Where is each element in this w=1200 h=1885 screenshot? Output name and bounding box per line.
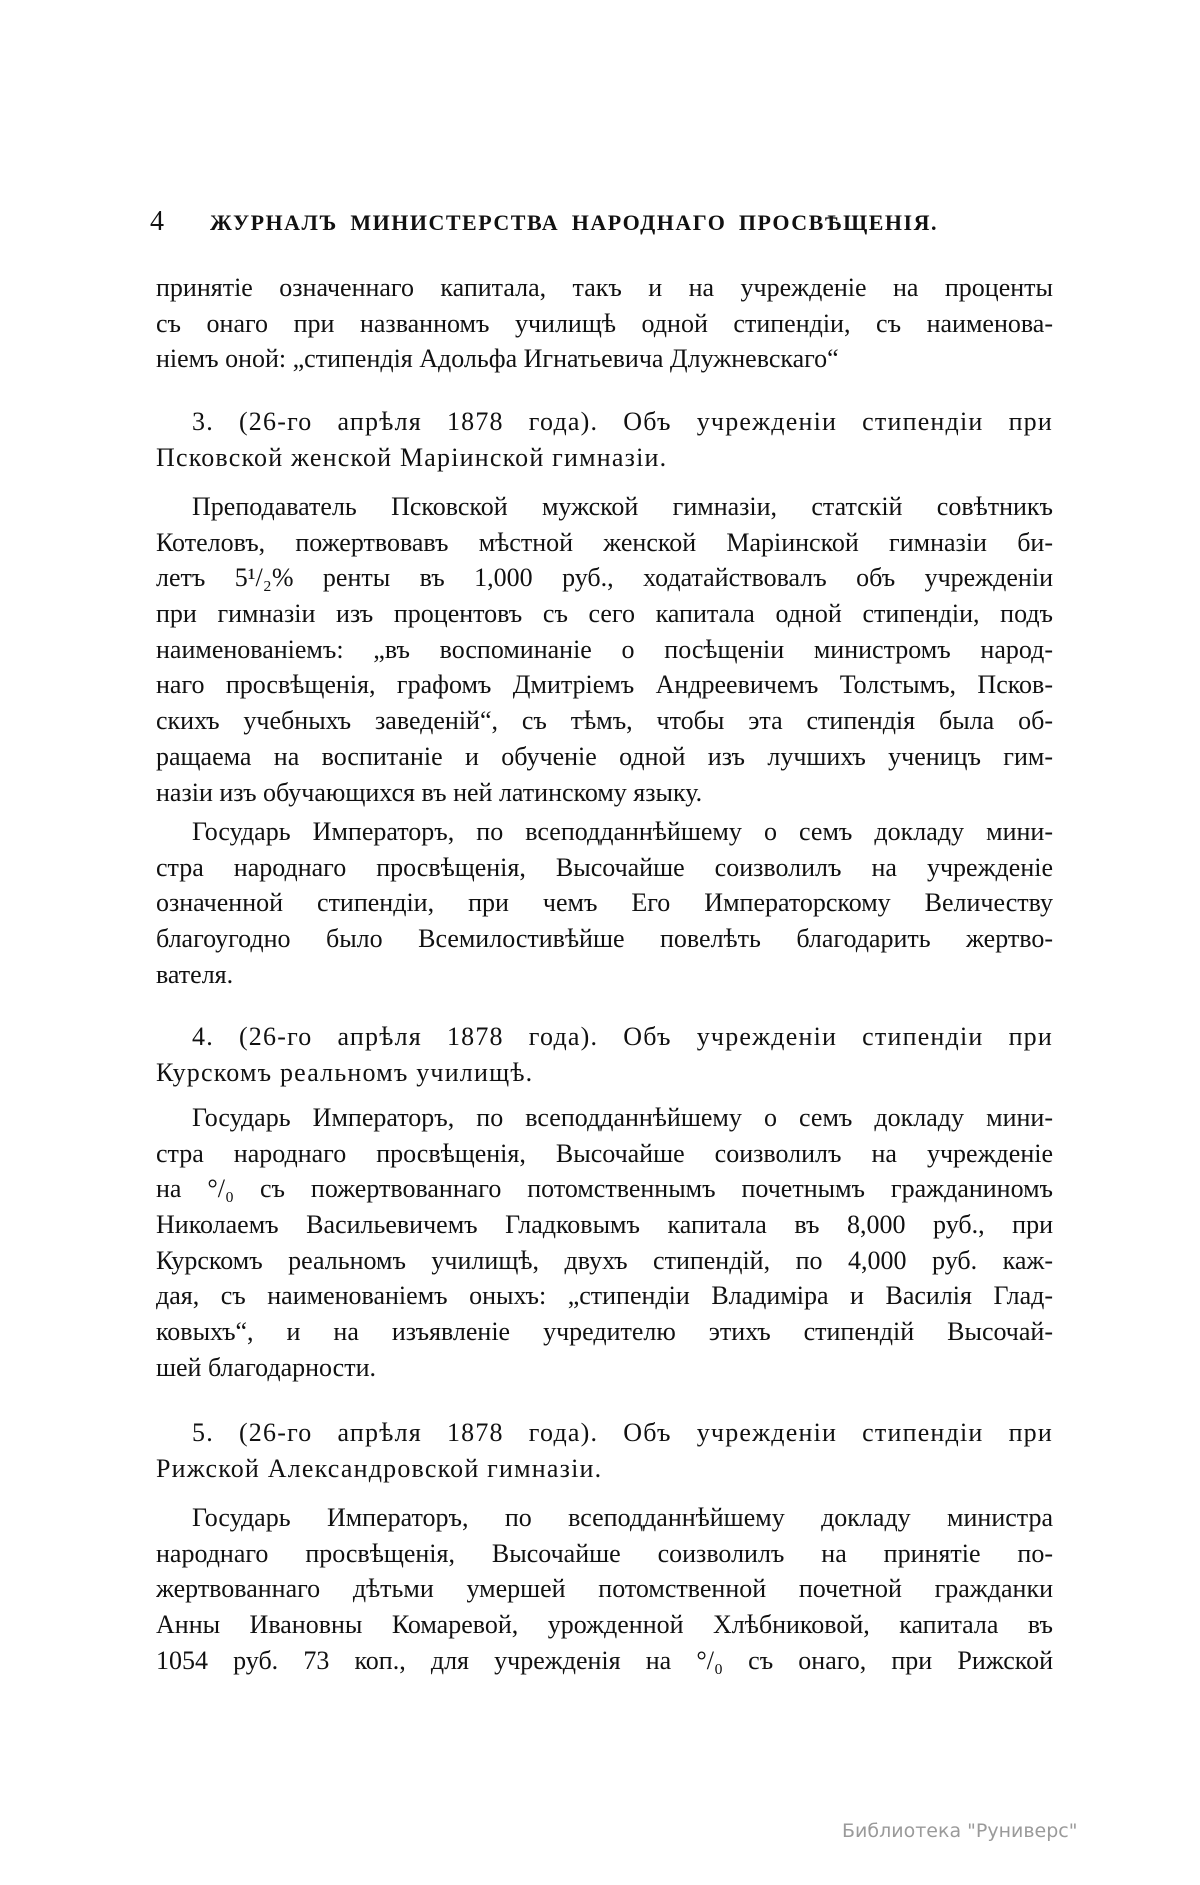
text-line: 1054 руб. 73 коп., для учрежденія на °/₀ съ онаго, при Рижской <box>156 1645 1053 1675</box>
text-line: на °/₀ съ пожертвованнаго потомственнымъ почетнымъ гражданиномъ <box>156 1174 1053 1204</box>
section-3-paragraph-2 <box>156 814 1053 992</box>
library-watermark: Библиотека "Руниверс" <box>842 1820 1078 1842</box>
section-4-paragraph <box>156 1100 1053 1386</box>
text-line: Курскомъ реальномъ училищѣ, двухъ стипендій, по 4,000 руб. каж- <box>156 1245 1053 1275</box>
heading-line: Псковской женской Маріинской гимназіи. <box>156 442 668 472</box>
text-line: ковыхъ“, и на изъявленіе учредителю этихъ стипендій Высочай- <box>156 1317 1053 1347</box>
text-line: при гимназіи изъ процентовъ съ сего капитала одной стипендіи, подъ <box>156 599 1053 629</box>
heading-line: Курскомъ реальномъ училищѣ. <box>156 1057 534 1087</box>
text-line: наго просвѣщенія, графомъ Дмитріемъ Андреевичемъ Толстымъ, Псков- <box>156 670 1053 700</box>
heading-line: 4. (26-го апрѣля 1878 года). Объ учрежденіи стипендіи при <box>192 1022 1053 1051</box>
heading-line: Рижской Александровской гимназіи. <box>156 1453 603 1483</box>
heading-line: 3. (26-го апрѣля 1878 года). Объ учрежденіи стипендіи при <box>192 407 1053 436</box>
text-line: Государь Императоръ, по всеподданнѣйшему о семъ докладу мини- <box>192 1103 1053 1132</box>
text-line: принятіе означеннаго капитала, такъ и на учрежденіе на проценты <box>156 273 1053 302</box>
text-line: ніемъ оной: „стипендія Адольфа Игнатьевича Длужневскаго“ <box>156 344 839 374</box>
text-line: Государь Императоръ, по всеподданнѣйшему о семъ докладу мини- <box>192 817 1053 846</box>
text-line: назіи изъ обучающихся въ ней латинскому языку. <box>156 777 703 807</box>
text-line: Преподаватель Псковской мужской гимназіи, статскій совѣтникъ <box>192 492 1053 521</box>
text-line: наименованіемъ: „въ воспоминаніе о посѣщеніи министромъ народ- <box>156 634 1053 664</box>
text-line: народнаго просвѣщенія, Высочайше соизволилъ на принятіе по- <box>156 1538 1053 1568</box>
text-line: съ онаго при названномъ училищѣ одной стипендіи, съ наименова- <box>156 308 1053 338</box>
section-5-heading <box>156 1415 1053 1486</box>
text-line: стра народнаго просвѣщенія, Высочайше соизволилъ на учрежденіе <box>156 1138 1053 1168</box>
text-line: Котеловъ, пожертвовавъ мѣстной женской Маріинской гимназіи би- <box>156 527 1053 557</box>
text-line: означенной стипендіи, при чемъ Его Императорскому Величеству <box>156 888 1053 918</box>
section-3-heading <box>156 404 1053 475</box>
text-line: шей благодарности. <box>156 1352 376 1382</box>
section-4-heading <box>156 1019 1053 1090</box>
text-line: стра народнаго просвѣщенія, Высочайше соизволилъ на учрежденіе <box>156 852 1053 882</box>
text-line: вателя. <box>156 959 234 989</box>
text-line: скихъ учебныхъ заведеній“, съ тѣмъ, чтобы эта стипендія была об- <box>156 706 1053 736</box>
text-line: Николаемъ Васильевичемъ Гладковымъ капитала въ 8,000 руб., при <box>156 1210 1053 1240</box>
continued-paragraph <box>156 270 1053 377</box>
page-number: 4 <box>150 206 164 237</box>
text-line: ращаема на воспитаніе и обученіе одной изъ лучшихъ ученицъ гим- <box>156 741 1053 771</box>
section-3-paragraph-1 <box>156 489 1053 810</box>
text-line: Государь Императоръ, по всеподданнѣйшему докладу министра <box>192 1503 1053 1532</box>
heading-line: 5. (26-го апрѣля 1878 года). Объ учрежденіи стипендіи при <box>192 1418 1053 1447</box>
text-line: жертвованнаго дѣтьми умершей потомственной почетной гражданки <box>156 1574 1053 1604</box>
journal-title: ЖУРНАЛЪ МИНИСТЕРСТВА НАРОДНАГО ПРОСВѢЩЕНІЯ. <box>210 210 938 235</box>
text-line: дая, съ наименованіемъ оныхъ: „стипендіи Владиміра и Василія Глад- <box>156 1281 1053 1311</box>
text-line: Анны Ивановны Комаревой, урожденной Хлѣбниковой, капитала въ <box>156 1610 1053 1640</box>
section-5-paragraph <box>156 1500 1053 1678</box>
text-line: благоугодно было Всемилостивѣйше повелѣть благодарить жертво- <box>156 924 1053 954</box>
text-line: летъ 5¹/₂% ренты въ 1,000 руб., ходатайствовалъ объ учрежденіи <box>156 563 1053 593</box>
